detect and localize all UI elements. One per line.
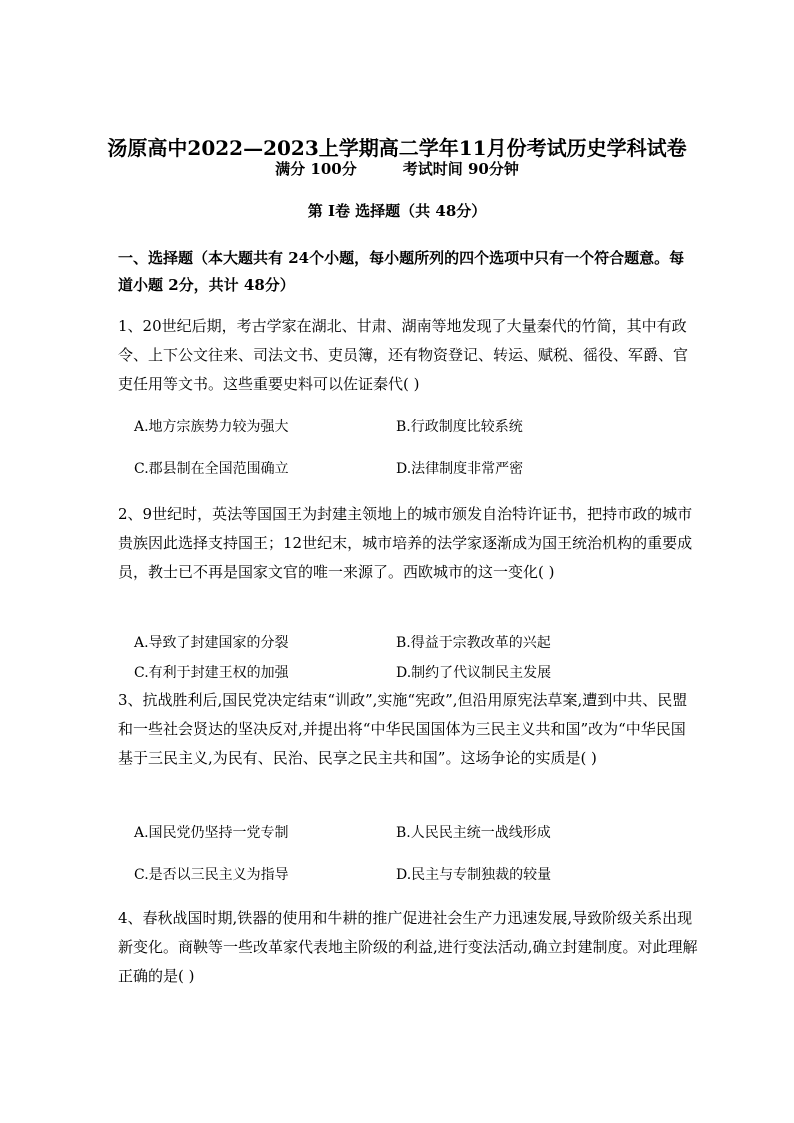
option-d: D.制约了代议制民主发展	[396, 665, 552, 681]
option-d: D.法律制度非常严密	[396, 461, 524, 477]
option-c: C.是否以三民主义为指导	[134, 867, 289, 883]
option-a: A.导致了封建国家的分裂	[134, 635, 289, 651]
question-2	[118, 500, 698, 587]
option-b: B.行政制度比较系统	[396, 419, 523, 435]
section-header: 一、选择题（本大题共有 24个小题，每小题所列的四个选项中只有一个符合题意。每道小题 2分，共计 48分）	[118, 249, 685, 294]
option-c: C.郡县制在全国范围确立	[134, 461, 289, 477]
question-stem: 2、9世纪时，英法等国国王为封建主领地上的城市颁发自治特许证书，把持市政的城市贵族因此选择支持国王；12世纪末，城市培养的法学家逐渐成为国王统治机构的重要成员，教士已不再是国家文官的唯一来源了。西欧城市的这一变化( )	[118, 505, 693, 581]
question-stem: 1、20世纪后期，考古学家在湖北、甘肃、湖南等地发现了大量秦代的竹简，其中有政令、上下公文往来、司法文书、吏员簿，还有物资登记、转运、赋税、徭役、军爵、官吏任用等文书。这些重要史料可以佐证秦代( )	[118, 317, 689, 393]
options-row	[134, 458, 694, 482]
options-row	[134, 822, 694, 846]
question-4	[118, 904, 698, 991]
volume-title: 第 I卷 选择题（共 48分）	[307, 202, 487, 220]
option-d: D.民主与专制独裁的较量	[396, 867, 552, 883]
question-stem: 3、抗战胜利后,国民党决定结束“训政”,实施“宪政”,但沿用原宪法草案,遭到中共、民盟和一些社会贤达的坚决反对,并提出将“中华民国国体为三民主义共和国”改为“中华民国基于三民主义,为民有、民治、民享之民主共和国”。这场争论的实质是( )	[118, 691, 688, 767]
options-row	[134, 632, 694, 656]
exam-title: 汤原高中2022—2023上学期高二学年11月份考试历史学科试卷	[107, 136, 687, 160]
options-row	[134, 662, 694, 686]
time-info: 考试时间 90分钟	[402, 160, 519, 178]
option-b: B.人民民主统一战线形成	[396, 825, 551, 841]
options-row	[134, 416, 694, 440]
option-c: C.有利于封建王权的加强	[134, 665, 289, 681]
option-b: B.得益于宗教改革的兴起	[396, 635, 551, 651]
question-1	[118, 312, 698, 399]
option-a: A.地方宗族势力较为强大	[134, 419, 289, 435]
option-a: A.国民党仍坚持一党专制	[134, 825, 289, 841]
score-info: 满分 100分	[275, 160, 357, 178]
question-3	[118, 686, 698, 773]
question-stem: 4、春秋战国时期,铁器的使用和牛耕的推广促进社会生产力迅速发展,导致阶级关系出现新变化。商鞅等一些改革家代表地主阶级的利益,进行变法活动,确立封建制度。对此理解正确的是( )	[118, 909, 698, 985]
exam-meta	[0, 158, 794, 179]
options-row	[134, 864, 694, 888]
